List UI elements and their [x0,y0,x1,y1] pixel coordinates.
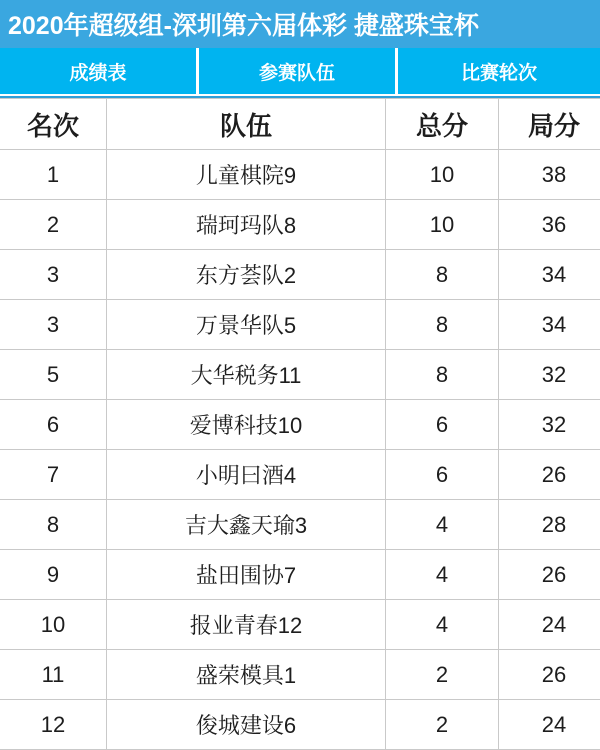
cell-rank: 1 [0,150,107,200]
cell-team: 东方荟队2 [107,250,386,300]
cell-total: 8 [386,300,499,350]
cell-team: 瑞珂玛队8 [107,200,386,250]
cell-rank: 9 [0,550,107,600]
table-row [0,600,600,650]
cell-rank: 3 [0,300,107,350]
tab-standings[interactable]: 成绩表 [0,48,196,94]
cell-total: 8 [386,250,499,300]
cell-total: 6 [386,450,499,500]
cell-rank: 2 [0,200,107,250]
cell-team: 盐田围协7 [107,550,386,600]
cell-game: 34 [499,250,600,300]
table-header-row [0,99,600,150]
cell-rank: 11 [0,650,107,700]
cell-rank: 10 [0,600,107,650]
cell-team: 盛荣模具1 [107,650,386,700]
cell-total: 8 [386,350,499,400]
table-row [0,500,600,550]
title-bar [0,0,600,48]
table-row [0,150,600,200]
column-header-game: 局分 [499,99,600,150]
cell-rank: 7 [0,450,107,500]
tab-bar [0,48,600,98]
cell-team: 吉大鑫天瑜3 [107,500,386,550]
table-row [0,250,600,300]
cell-team: 儿童棋院9 [107,150,386,200]
cell-game: 34 [499,300,600,350]
cell-total: 2 [386,650,499,700]
column-header-rank: 名次 [0,99,107,150]
table-row [0,400,600,450]
cell-rank: 5 [0,350,107,400]
cell-game: 32 [499,400,600,450]
table-row [0,650,600,700]
cell-rank: 12 [0,700,107,750]
cell-rank: 8 [0,500,107,550]
cell-team: 报业青春12 [107,600,386,650]
table-row [0,200,600,250]
table-row [0,700,600,750]
cell-team: 小明曰酒4 [107,450,386,500]
cell-total: 4 [386,600,499,650]
cell-total: 6 [386,400,499,450]
cell-rank: 6 [0,400,107,450]
cell-total: 4 [386,500,499,550]
cell-game: 38 [499,150,600,200]
cell-game: 32 [499,350,600,400]
page-title: 2020年超级组-深圳第六届体彩 捷盛珠宝杯 [0,6,479,42]
table-row [0,300,600,350]
cell-game: 24 [499,600,600,650]
cell-game: 28 [499,500,600,550]
cell-team: 大华税务11 [107,350,386,400]
cell-total: 2 [386,700,499,750]
cell-game: 24 [499,700,600,750]
cell-game: 36 [499,200,600,250]
cell-game: 26 [499,550,600,600]
table-row [0,450,600,500]
cell-team: 爱博科技10 [107,400,386,450]
cell-team: 万景华队5 [107,300,386,350]
tab-rounds[interactable]: 比赛轮次 [398,48,600,94]
cell-total: 10 [386,200,499,250]
cell-total: 10 [386,150,499,200]
table-row [0,350,600,400]
table-row [0,550,600,600]
cell-game: 26 [499,650,600,700]
cell-rank: 3 [0,250,107,300]
column-header-team: 队伍 [107,99,386,150]
column-header-total: 总分 [386,99,499,150]
cell-game: 26 [499,450,600,500]
tab-teams[interactable]: 参赛队伍 [199,48,395,94]
cell-total: 4 [386,550,499,600]
standings-table [0,98,600,750]
cell-team: 俊城建设6 [107,700,386,750]
